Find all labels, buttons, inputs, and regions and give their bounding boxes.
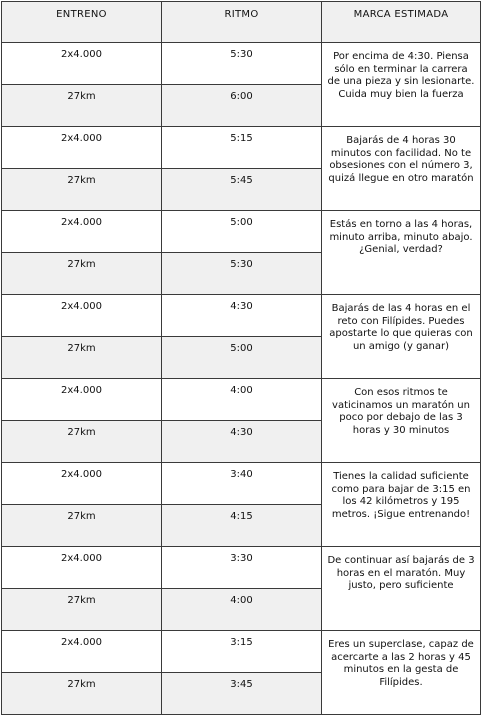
table-row xyxy=(2,547,481,589)
training-cell: 2x4.000 xyxy=(2,547,162,589)
pace-cell: 4:00 xyxy=(162,589,322,631)
estimate-cell: Tienes la calidad suficiente como para bajar de 3:15 en los 42 kilómetros y 195 metros. ¡Sigue entrenando! xyxy=(322,463,481,547)
training-cell: 27km xyxy=(2,421,162,463)
pace-cell: 5:45 xyxy=(162,169,322,211)
pace-cell: 6:00 xyxy=(162,85,322,127)
estimate-cell: Eres un superclase, capaz de acercarte a las 2 horas y 45 minutos en la gesta de Filípides. xyxy=(322,631,481,715)
training-cell: 2x4.000 xyxy=(2,379,162,421)
table-row xyxy=(2,127,481,169)
training-cell: 2x4.000 xyxy=(2,127,162,169)
table-row xyxy=(2,463,481,505)
pace-cell: 5:00 xyxy=(162,211,322,253)
training-cell: 2x4.000 xyxy=(2,631,162,673)
estimate-cell: Con esos ritmos te vaticinamos un maratón un poco por debajo de las 3 horas y 30 minutos xyxy=(322,379,481,463)
pace-cell: 4:30 xyxy=(162,421,322,463)
estimate-cell: Estás en torno a las 4 horas, minuto arriba, minuto abajo. ¿Genial, verdad? xyxy=(322,211,481,295)
training-cell: 27km xyxy=(2,589,162,631)
table-header-row xyxy=(2,2,481,43)
pace-cell: 4:00 xyxy=(162,379,322,421)
training-cell: 27km xyxy=(2,253,162,295)
pace-cell: 3:15 xyxy=(162,631,322,673)
training-cell: 27km xyxy=(2,505,162,547)
table-row xyxy=(2,43,481,85)
pace-cell: 5:30 xyxy=(162,253,322,295)
estimate-cell: Por encima de 4:30. Piensa sólo en terminar la carrera de una pieza y sin lesionarte. Cuida muy bien la fuerza xyxy=(322,43,481,127)
pace-cell: 3:45 xyxy=(162,673,322,715)
training-cell: 27km xyxy=(2,673,162,715)
table-row xyxy=(2,379,481,421)
training-cell: 2x4.000 xyxy=(2,463,162,505)
marathon-estimate-table xyxy=(1,1,481,715)
pace-cell: 5:00 xyxy=(162,337,322,379)
header-estimate: MARCA ESTIMADA xyxy=(322,2,481,43)
training-cell: 2x4.000 xyxy=(2,295,162,337)
estimate-cell: Bajarás de las 4 horas en el reto con Filípides. Puedes apostarte lo que quieras con un amigo (y ganar) xyxy=(322,295,481,379)
pace-cell: 3:40 xyxy=(162,463,322,505)
header-pace: RITMO xyxy=(162,2,322,43)
training-cell: 2x4.000 xyxy=(2,43,162,85)
table-row xyxy=(2,295,481,337)
header-training: ENTRENO xyxy=(2,2,162,43)
pace-cell: 5:15 xyxy=(162,127,322,169)
pace-cell: 4:30 xyxy=(162,295,322,337)
training-cell: 2x4.000 xyxy=(2,211,162,253)
estimate-cell: De continuar así bajarás de 3 horas en el maratón. Muy justo, pero suficiente xyxy=(322,547,481,631)
pace-cell: 4:15 xyxy=(162,505,322,547)
pace-cell: 3:30 xyxy=(162,547,322,589)
training-cell: 27km xyxy=(2,169,162,211)
training-cell: 27km xyxy=(2,337,162,379)
estimate-cell: Bajarás de 4 horas 30 minutos con facilidad. No te obsesiones con el número 3, quizá llegue en otro maratón xyxy=(322,127,481,211)
table-row xyxy=(2,211,481,253)
training-cell: 27km xyxy=(2,85,162,127)
pace-cell: 5:30 xyxy=(162,43,322,85)
table-row xyxy=(2,631,481,673)
